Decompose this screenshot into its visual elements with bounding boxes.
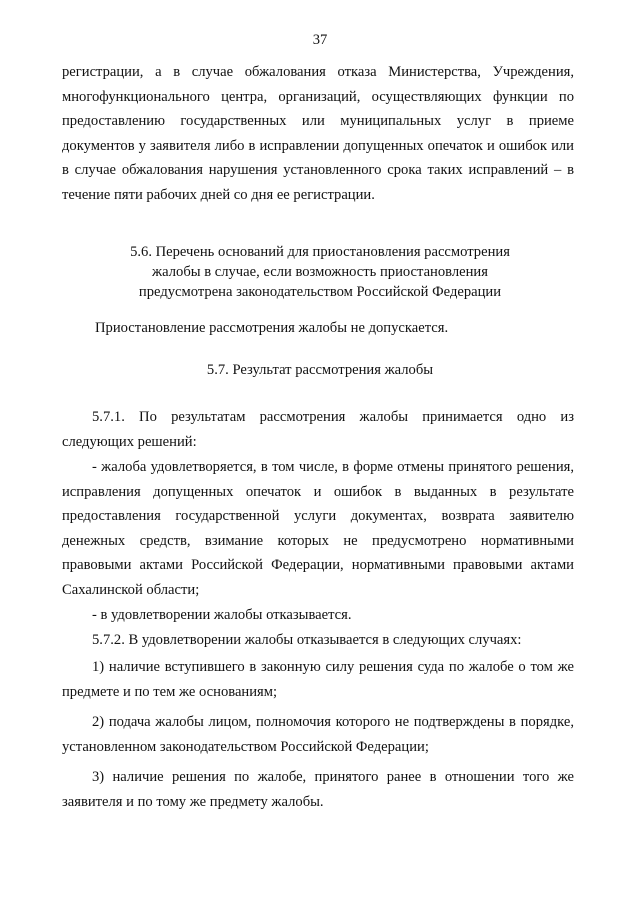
list-item-refused: - в удовлетворении жалобы отказывается. [92, 607, 352, 623]
section-heading-5-6 [62, 242, 578, 302]
list-item-reason-2: 2) подача жалобы лицом, полномочия которого не подтверждены в порядке, установленном законодательством Российской Федерации; [62, 714, 574, 755]
page-number: 37 [312, 32, 328, 48]
heading-line: 5.6. Перечень оснований для приостановления рассмотрения [130, 244, 510, 260]
paragraph-registration-deadline: регистрации, а в случае обжалования отказа Министерства, Учреждения, многофункционального центра, организаций, осуществляющих функции по предоставлению государственных или муниципальных услуг в приеме документов у заявителя либо в исправлении допущенных опечаток и ошибок или в случае обжалования нарушения установленного срока таких исправлений – в течение пяти рабочих дней со дня ее регистрации. [62, 64, 574, 203]
list-item-reason-3: 3) наличие решения по жалобе, принятого ранее в отношении того же заявителя и по тому же предмету жалобы. [62, 769, 574, 810]
paragraph-5-7-1: 5.7.1. По результатам рассмотрения жалобы принимается одно из следующих решений: [62, 409, 574, 450]
section-heading-5-7: 5.7. Результат рассмотрения жалобы [206, 362, 434, 378]
heading-line: жалобы в случае, если возможность приостановления [152, 264, 488, 280]
paragraph-no-suspension: Приостановление рассмотрения жалобы не допускается. [95, 320, 449, 336]
heading-line: предусмотрена законодательством Российской Федерации [138, 284, 502, 300]
paragraph-5-7-2: 5.7.2. В удовлетворении жалобы отказывается в следующих случаях: [92, 632, 522, 648]
list-item-reason-1: 1) наличие вступившего в законную силу решения суда по жалобе о том же предмете и по тем же основаниям; [62, 659, 574, 700]
list-item-satisfied: - жалоба удовлетворяется, в том числе, в форме отмены принятого решения, исправления допущенных опечаток и ошибок в выданных в результате предоставления государственной услуги документах, возврата заявителю денежных средств, взимание которых не предусмотрено нормативными правовыми актами Российской Федерации, нормативными правовыми актами Сахалинской области; [62, 459, 574, 598]
